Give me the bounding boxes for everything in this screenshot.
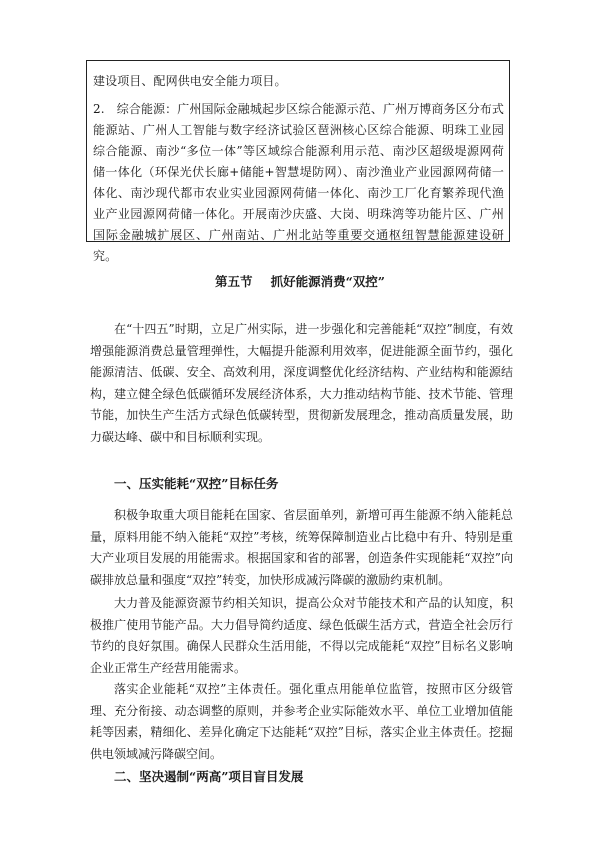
section-title bbox=[0, 272, 600, 292]
intro-paragraph: 在“十四五”时期，立足广州实际，进一步强化和完善能耗“双控”制度，有效增强能源消费总量管理弹性，大幅提升能源利用效率，促进能源全面节约，强化能源清洁、低碳、安全、高效利用，深度调整优化经济结构、产业结构和能源结构，建立健全绿色低碳循环发展经济体系，大力推动结构节能、技术节能、管理节能，加快生产生活方式绿色低碳转型，贯彻新发展理念，推动高质量发展，助力碳达峰、碳中和目标顺利实现。 bbox=[90, 322, 513, 444]
paragraph-2: 大力普及能源资源节约相关知识，提高公众对节能技术和产品的认知度，积极推广使用节能产品。大力倡导简约适度、绿色低碳生活方式，营造全社会厉行节约的良好氛围。确保人民群众生活用能，不得以完成能耗“双控”目标名义影响企业正常生产经营用能需求。 bbox=[90, 596, 513, 675]
heading-2: 二、坚决遏制“两高”项目盲目发展 bbox=[114, 769, 304, 784]
section-title-text: 抓好能源消费“双控” bbox=[270, 274, 385, 289]
paragraph-3: 落实企业能耗“双控”主体责任。强化重点用能单位监管，按照市区分级管理、充分衔接、动态调整的原则，并参考企业实际能效水平、单位工业增加值能耗等因素，精细化、差异化确定下达能耗“双控”目标，落实企业主体责任。挖掘供电领域减污降碳空间。 bbox=[90, 682, 513, 761]
project-list-box bbox=[86, 60, 510, 263]
box-line-1: 建设项目、配网供电安全能力项目。 bbox=[93, 74, 287, 88]
box-item-2: 2. 综合能源：广州国际金融城起步区综合能源示范、广州万博商务区分布式能源站、广州人工智能与数字经济试验区琶洲核心区综合能源、明珠工业园综合能源、南沙“多位一体”等区域综合能源利用示范、南沙区超级堤源网荷储一体化（环保光伏长廊+储能+智慧堤防网）、南沙渔业产业园源网荷储一体化、南沙现代都市农业实业园源网荷储一体化、南沙工厂化育繁养现代渔业产业园源网荷储一体化。开展南沙庆盛、大岗、明珠湾等功能片区、广州国际金融城扩展区、广州南站、广州北站等重要交通枢纽智慧能源建设研究。 bbox=[93, 102, 504, 263]
paragraph-1: 积极争取重大项目能耗在国家、省层面单列，新增可再生能源不纳入能耗总量，原料用能不纳入能耗“双控”考核，统筹保障制造业占比稳中有升、特别是重大产业项目发展的用能需求。根据国家和省的部署，创造条件实现能耗“双控”向碳排放总量和强度“双控”转变，加快形成减污降碳的激励约束机制。 bbox=[90, 508, 513, 587]
section-number: 第五节 bbox=[215, 274, 253, 289]
heading-1: 一、压实能耗“双控”目标任务 bbox=[114, 476, 279, 491]
